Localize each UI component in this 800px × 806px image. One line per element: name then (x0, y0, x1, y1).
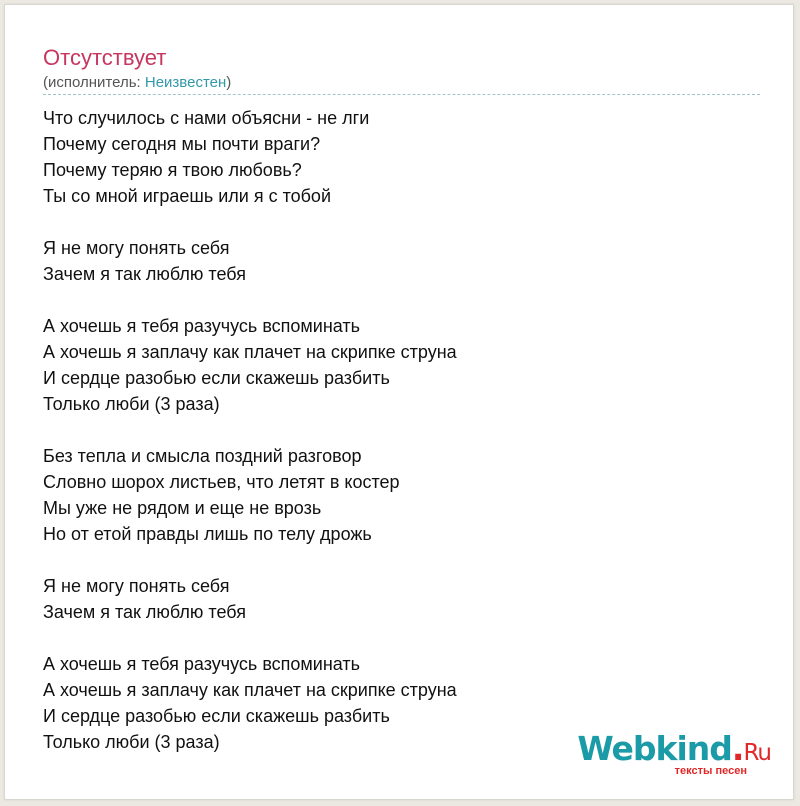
lyric-line: Но от етой правды лишь по телу дрожь (43, 524, 372, 544)
lyric-line: Ты со мной играешь или я с тобой (43, 186, 331, 206)
lyric-line: И сердце разобью если скажешь разбить (43, 706, 390, 726)
lyric-line: И сердце разобью если скажешь разбить (43, 368, 390, 388)
lyric-line: Только люби (3 раза) (43, 394, 220, 414)
title-divider (43, 94, 760, 95)
lyric-line: Я не могу понять себя (43, 576, 230, 596)
lyric-line: А хочешь я заплачу как плачет на скрипке струна (43, 680, 457, 700)
lyric-line: Что случилось с нами объясни - не лги (43, 108, 370, 128)
lyrics-card (4, 4, 794, 800)
stanza-gap (43, 287, 763, 313)
lyric-line: Зачем я так люблю тебя (43, 264, 246, 284)
lyric-line: Словно шорох листьев, что летят в костер (43, 472, 400, 492)
lyric-line: Только люби (3 раза) (43, 732, 220, 752)
lyric-line: Я не могу понять себя (43, 238, 230, 258)
lyric-line: А хочешь я заплачу как плачет на скрипке струна (43, 342, 457, 362)
stanza-gap (43, 209, 763, 235)
refrain-1 (43, 235, 763, 287)
artist-line (43, 74, 231, 92)
lyric-line: Зачем я так люблю тебя (43, 602, 246, 622)
logo-brand-tld: Ru (743, 740, 771, 766)
logo-tagline: тексты песен (674, 765, 747, 777)
stanza-gap (43, 625, 763, 651)
lyric-line: Почему теряю я твою любовь? (43, 160, 302, 180)
lyrics-body (43, 105, 763, 755)
site-logo[interactable] (571, 729, 771, 779)
stanza-gap (43, 417, 763, 443)
refrain-2 (43, 573, 763, 625)
logo-brand-dot: . (731, 729, 744, 768)
lyric-line: А хочешь я тебя разучусь вспоминать (43, 654, 361, 674)
verse-2 (43, 443, 763, 547)
logo-brand-main: Webkind (577, 729, 732, 768)
lyric-line: Мы уже не рядом и еще не врозь (43, 498, 322, 518)
verse-1 (43, 105, 763, 209)
lyric-line: Почему сегодня мы почти враги? (43, 134, 321, 154)
lyric-line: Без тепла и смысла поздний разговор (43, 446, 362, 466)
artist-suffix: ) (226, 74, 232, 91)
lyric-line: А хочешь я тебя разучусь вспоминать (43, 316, 361, 336)
song-title: Отсутствует (43, 45, 167, 70)
stanza-gap (43, 547, 763, 573)
artist-prefix: (исполнитель: (43, 74, 145, 91)
chorus-1 (43, 313, 763, 417)
artist-link[interactable]: Неизвестен (144, 74, 227, 91)
